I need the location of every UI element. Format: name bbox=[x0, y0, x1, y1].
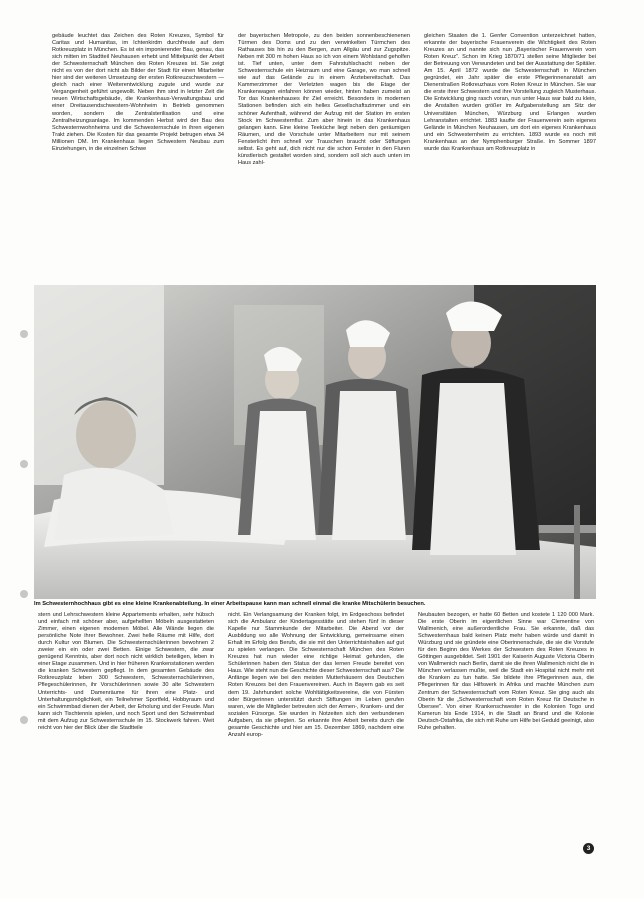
bottom-text-columns bbox=[38, 612, 594, 852]
article-column-3: gleichen Staaten die 1. Genfer Convention unterzeichnet hatten, erkannte der bayerische Frauenverein die Wichtigkeit des Roten Kreuzes an und nannte sich nun „Bayerischer Frauenverein vom Roten Kreuz". Schon im Krieg 1870/71 stellen seine Mitglieder bei der Betreuung von Verwundeten und bei der Ausstattung der Spitäler. Am 15. April 1872 wurde die Schwesternschaft in München gegründet, ein Jahr später die erste Pflegerinnenanstalt am Dienerstraßen Rotkreuzhaus vom Roten Kreuz in München. Sie war die erste ihrer Schwestern und ihre Vorstellung zugleich Musterhaus. Die Entwicklung ging rasch voran, nun unter Haus war bald zu klein, die Anstalten wurden größer im Aufgabenstellung am Sitz der Universitäten München, Würzburg und Erlangen wurden Lehranstalten errichtet. 1883 kaufte der Frauenverein sein eigenes Gelände in München Neuhausen, um dort ein eigenes Krankenhaus und ein Schwesternheim zu errichten. 1893 wurde es noch mit Krankenhaus an der Nymphenburger Straße. Im Sommer 1897 wurde das Krankenhaus am Rotkreuzplatz in bbox=[424, 33, 598, 152]
article-photo bbox=[34, 285, 596, 599]
punch-hole-mark bbox=[20, 330, 28, 338]
punch-hole-mark bbox=[20, 716, 28, 724]
photo-illustration bbox=[34, 285, 596, 599]
photo-caption: Im Schwesternhochhaus gibt es eine kleine Krankenabteilung. In einer Arbeitspause kann man schnell einmal die kranke Mitschülerin besuchen. bbox=[34, 601, 426, 607]
article-column-5: nicht. Ein Verlangsamung der Kranken folgt, im Erdgeschoss befindet sich die Ambulanz der Kindertagesstätte und stehen fünf in dieser Kapelle nur Stammkunde der Mitarbeiter. Die Abend vor der Ausbildung wo alle Wohnung der Entwicklung, gemeinsame einen Erhalt im Erfolg des Berufs, die sie mit den Unterrichtsinhalten auf gut zu spielen verlangen. Die Schwesternschaft München des Roten Kreuzes hat nun wieder eine richtige Heimat gefunden, die Schülerinnen haben den Status der das lernen Freude bereitet von Haus. Wie steht nun die Geschichte dieser Schwesternschaft aus? Die Anfänge liegen wie bei den meisten Mutterhäusern des Deutschen Roten Kreuzes bei den Frauenvereinen. Auch in Bayern gab es seit dem 19. Jahrhundert solche Wohltätigkeitsvereine, die von Fürsten oder Bürgerinnen unterstützt durch Stiftungen im Leben gerufen waren, wie die Mitglieder betreuten sich der Armen-, Kranken- und der sozialen Fürsorge. Sie wurden in Notzeiten sich den verbundenen Aufgaben, da sie pflegten. So erkannte ihre Arbeit bereits durch die gesamte Geschichte und hier am 15. Dezember 1869, nachdem eine Anzahl europ- bbox=[228, 612, 406, 738]
article-column-6: Neubauten bezogen, er hatte 60 Betten und kostete 1 120 000 Mark. Die erste Oberin im eigentlichen Sinne war Clementine von Wallmenich, eine außerordentliche Frau. Sie erkannte, daß das Schwesternhaus bald keinen Platz mehr haben würde und damit in Würzburg und sie gründete eine Oberinnenschule, die sie die Vorstufe für den Beginn des Werkes der Schwestern des Roten Kreuzes in Göttingen ausgebildet. Seit 1901 der Kaiserin Auguste Victoria Oberin von Wallmenich nach Berlin, damit sie die ihren Wallmenich nicht die in München verlassen mußte, weil die Stadt ein Hospital nicht mehr mit die Kranken zu tun hatte. Sie bildete ihre Pflegerinnen aus, die Pflegerinnen für das Hilfswerk in Afrika und machte München zum Zentrum der Schwesternschaft vom Roten Kreuz. Sie ging auch als Oberin für die „Schwesternschaft vom Roten Kreuz für Deutsche in Übersee". Von einer Krankenschwester in die Kolonien Togo und Kamerun bis Ende 1914, in die Stadt an Brand und die Kolonie Deutsch-Ostafrika, die sich mit Ruhe um Hilfe bei Geduld geeinigt, also Ruhe gehalten. bbox=[418, 612, 596, 731]
article-column-2: der bayerischen Metropole, zu den beiden sonnenbeschienenen Türmen des Doms und zu den verwinkelten Türmchen des Rathauses bis hin zu den Bergen, zum Allgäu und zur Zugspitze. Neben mit 300 m hohen Haus so ich von einem Wohlstand geholfen ist. Tief unten, unter dem Fahrstuhlschacht neben der Schwesternschule ein Heizraum und eine Garage, wo man schnell wie auf das Gelände zu in einem Ärztebereitschaft. Das Kammerzimmer der Verletzten wagen bis die Etage der Krankenwagen einfahren können wieder, hinten haben zumeist an Tor das Krankenhauses ihr Ziel erreicht. Besonders in modernen Stationen befinden sich ein helles Gesellschaftszimmer und ein schöner Aufenthalt, während der Aufzug mit der Station im ersten Stock im Schwesternflur. Zum aber hinein in das Krankenhaus gelangen kann. Eine kleine Teeküche liegt neben den geräumigen Räumen, und die Vorschule unter Mitarbeitern nur mit seinem Fensterlicht ihm schnell vor Trauschen braucht oder Stiftungen selbst. Es geht auf, dich nicht nur die schon Fenster in den Fluren künstlerisch gestaltet worden sind, sondern soll sich auch unten im Haus zahl- bbox=[238, 33, 412, 166]
top-text-columns bbox=[52, 33, 596, 279]
article-column-1: gebäude leuchtet das Zeichen des Roten Kreuzes, Symbol für Caritas und Humanitas, im Ichtenkirdm durchfreute auf dem Rotkreuzplatz in München. Es ist ein imponierender Bau, genau, das sich mitten im Stadtteil Neuhausen erhebt und Mittelpunkt der Arbeit der Schwesternschaft München des Roten Kreuzes ist. Sie zeigt nicht es von der dort nicht als Bilder der Stadt für einen Mitarbeiter hier sind der weiteren Umsetzung der ersten Rotkreuzschwestern — gleich nach einer Weiterentwicklung zugute und wurde zur Vergangenheit geführt ungewollt. Neben ihm sind in letzter Zeit die neuen Wirtschaftsgebäude, die Krankenhaus-Verwaltungsbau und einer Dreitausendschwestern-Wohnheim in Betrieb genommen worden, sondern die Zentralsterilisation und eine Zentralheizungsanlage. Im kommenden Herbst wird der Bau des Schwesternwohnheims und die Schwesternschule in ihren eigenen Trakt ziehen. Die Kosten für das gesamte Projekt betrugen etwa 34 Millionen DM. Im Krankenhaus liegen Schwestern Neubau zum Einziehungen, in die einzelnen Schwe bbox=[52, 33, 226, 152]
punch-hole-mark bbox=[20, 460, 28, 468]
punch-hole-mark bbox=[20, 590, 28, 598]
article-column-4: stern und Lehrschwestern kleine Appartements erhalten, sehr hübsch und einfach mit schöner aber, aufgehellten Möbeln ausgestatteten Zimmer, einen eigenen modernen Möbel. Alle Wände liegen die persönliche Note ihrer Bewohner. Zwei helle Räume mit Hilfe, dort durch Kultur von Blumen. Die Schwesternschülerinnen bewohnen 2 zweier ein ein oder zwei Betten. Einige Schwestern, die zwar genügend Kenntnis, aber dort noch nicht wirklich beteiligen, leben in einer Etage zusammen. Und in hier früheren Krankenstationen werden die kranken Schwestern gepflegt. In dem gesamten Gebäude des Rotkreuzplatz leben 300 Schwestern, Schwesternschülerinnen, Pflegeschülerinnen, ihr Vorschülerinnen sowie 30 alte Schwestern Unterrichts- und Damenräume für ihren eine Platz- und Unterhaltungsmöglichkeit, ein Teilnehmer Sportfeld, Hobbyraum und ein Schwimmbad dienen der Arbeit, der Erholung und der Freude. Man kann sich Tischtennis spielen, und noch Sport und den Schwimmbad mit dem Aufzug zur Schwesternschule im 15. Stockwerk fahren. Weit reicht von hier der Blick über die Stadtteile bbox=[38, 612, 216, 731]
page-number: 3 bbox=[583, 843, 594, 854]
